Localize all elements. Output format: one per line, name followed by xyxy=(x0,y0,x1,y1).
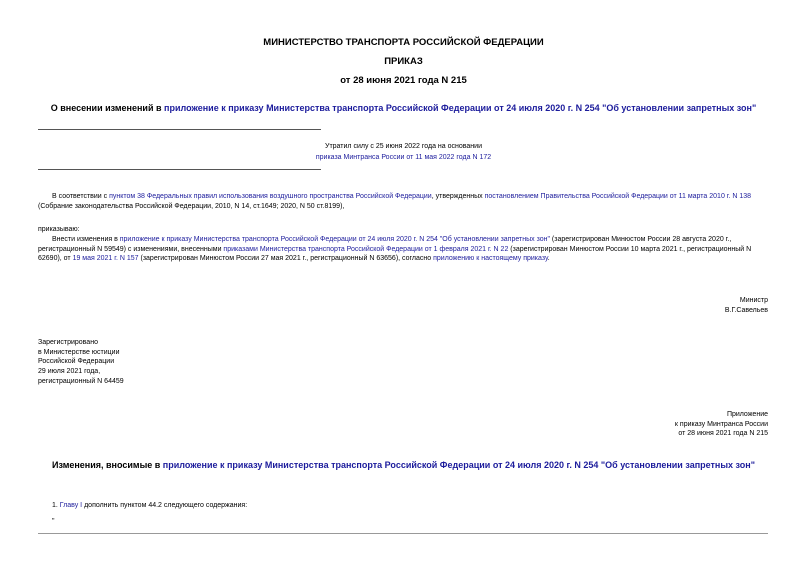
registration-block xyxy=(38,338,124,387)
document-title-link[interactable]: приложение к приказу Министерства транспорта Российской Федерации от 24 июля 2020 г. N 254 "Об установлении запретных зон" xyxy=(164,103,757,113)
ministry-heading: МИНИСТЕРСТВО ТРАНСПОРТА РОССИЙСКОЙ ФЕДЕРАЦИИ xyxy=(263,37,544,48)
preamble-link-decree[interactable]: постановлением Правительства Российской Федерации от 11 марта 2010 г. N 138 xyxy=(484,193,752,200)
status-repeal-link[interactable]: приказа Минтранса России от 11 мая 2022 года N 172 xyxy=(315,154,492,161)
appendix-line: Приложение xyxy=(726,411,768,418)
body-text-5: . xyxy=(547,255,550,263)
body-link-may-order[interactable]: 19 мая 2021 г. N 157 xyxy=(72,255,139,263)
item-1-chapter-link[interactable]: Главу I xyxy=(59,502,83,509)
registration-line: Зарегистрировано xyxy=(38,339,98,346)
document-date-number: от 28 июня 2021 года N 215 xyxy=(340,75,467,86)
preamble-text-3: (Собрание законодательства Российской Федерации, 2010, N 14, ст.1649; 2020, N 50 ст.8199), xyxy=(38,202,345,210)
registration-line: в Министерстве юстиции xyxy=(38,348,120,356)
order-word: приказываю: xyxy=(38,226,80,233)
document-type: ПРИКАЗ xyxy=(384,56,423,67)
divider-bottom xyxy=(38,169,321,170)
document-title-text: О внесении изменений в xyxy=(50,103,165,113)
body-text-3: (зарегистрирован Минюстом России 10 марта 2021 г., регистрационный N 62690), от xyxy=(38,245,752,263)
body-paragraph xyxy=(38,235,768,264)
page-bottom-divider xyxy=(38,533,768,534)
appendix-line: от 28 июня 2021 года N 215 xyxy=(678,430,768,438)
registration-line: регистрационный N 64459 xyxy=(38,377,124,385)
changes-title-text: Изменения, вносимые в xyxy=(51,460,163,470)
item-1-text: дополнить пунктом 44.2 следующего содержания: xyxy=(82,502,248,509)
changes-title xyxy=(0,460,807,470)
signature-position: Министр xyxy=(739,297,768,304)
preamble-link-rules[interactable]: пунктом 38 Федеральных правил использования воздушного пространства Российской Федерации xyxy=(109,193,432,200)
changes-title-link[interactable]: приложение к приказу Министерства транспорта Российской Федерации от 24 июля 2020 г. N 254 "Об установлении запретных зон" xyxy=(162,460,756,470)
body-link-appendix[interactable]: приложение к приказу Министерства транспорта Российской Федерации от 24 июля 2020 г. N 254 "Об установлении запретных зон" xyxy=(119,236,550,243)
preamble-paragraph xyxy=(38,192,768,211)
body-link-orders[interactable]: приказами Министерства транспорта Российской Федерации от 1 февраля 2021 г. N 22 xyxy=(223,245,509,253)
appendix-line: к приказу Минтранса России xyxy=(674,420,768,428)
signature-name: В.Г.Савельев xyxy=(724,307,768,314)
status-link-line xyxy=(0,153,807,163)
item-1 xyxy=(52,501,247,511)
divider-top xyxy=(38,129,321,130)
appendix-block xyxy=(675,410,768,439)
body-text-2: (зарегистрирован Минюстом России 28 августа 2020 г., регистрационный N 59549) с изменениями, внесенными xyxy=(38,236,732,253)
status-line: Утратил силу с 25 июня 2022 года на основании xyxy=(325,143,482,150)
body-text-4: (зарегистрирован Минюстом России 27 мая 2021 г., регистрационный N 63656), согласно xyxy=(138,255,434,263)
body-text-1: Внести изменения в xyxy=(52,236,120,243)
document-title xyxy=(0,103,807,113)
item-1-number: 1. xyxy=(52,502,60,509)
preamble-text-1: В соответствии с xyxy=(52,193,110,200)
body-link-appendix-this[interactable]: приложению к настоящему приказу xyxy=(433,255,548,263)
preamble-text-2: , утвержденных xyxy=(431,193,485,200)
registration-line: 29 июля 2021 года, xyxy=(38,368,101,376)
registration-line: Российской Федерации xyxy=(38,358,115,366)
quote-mark: " xyxy=(52,518,55,525)
